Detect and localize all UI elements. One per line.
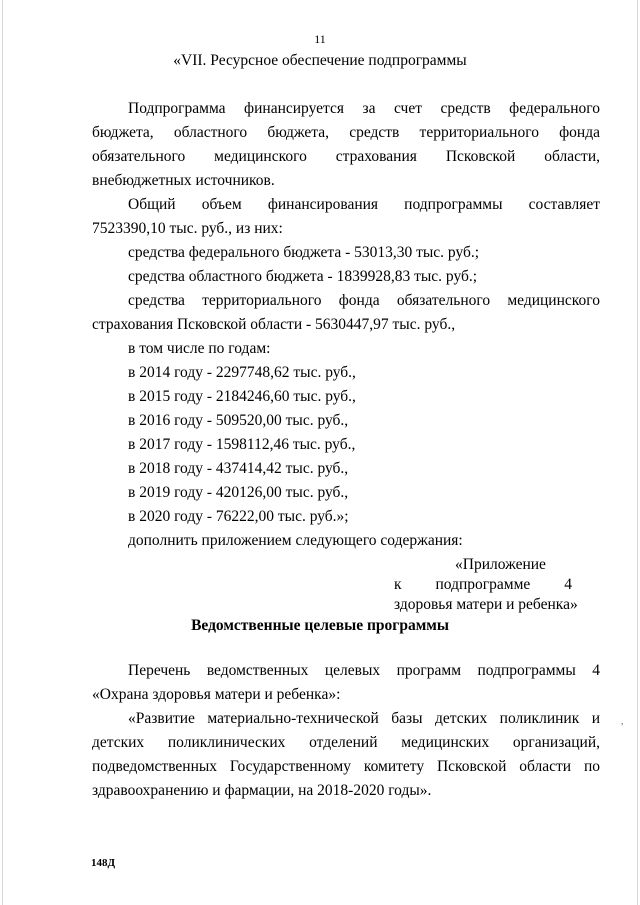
section-title: «VII. Ресурсное обеспечение подпрограммы xyxy=(173,52,467,69)
appendix-line: здоровья матери и ребенка» xyxy=(394,596,578,613)
source-fund-cont: страхования Псковской области - 5630447,97 тыс. руб., xyxy=(92,316,456,333)
source-fund: средства территориального фонда обязательного медицинского xyxy=(128,292,600,309)
page-number: 11 xyxy=(314,32,326,46)
footer-code: 148Д xyxy=(91,857,116,869)
program-line: «Развитие материально-технической базы детских поликлиник и xyxy=(128,710,600,727)
scan-edge-left xyxy=(2,0,3,905)
year-line: в 2016 году - 509520,00 тыс. руб., xyxy=(128,412,349,429)
scan-mark: , xyxy=(621,716,624,726)
supplement-line: дополнить приложением следующего содержания: xyxy=(128,532,463,549)
year-line: в 2015 году - 2184246,60 тыс. руб., xyxy=(128,388,356,405)
program-line: здравоохранению и фармации, на 2018-2020 годы». xyxy=(92,782,432,799)
paragraph-line: бюджета, областного бюджета, средств территориального фонда xyxy=(92,124,600,141)
year-line: в 2018 году - 437414,42 тыс. руб., xyxy=(128,460,349,477)
year-line: в 2014 году - 2297748,62 тыс. руб., xyxy=(128,364,356,381)
by-years-label: в том числе по годам: xyxy=(128,340,271,357)
scan-edge-right xyxy=(637,0,638,905)
paragraph-line: «Охрана здоровья матери и ребенка»: xyxy=(92,686,341,703)
year-line: в 2020 году - 76222,00 тыс. руб.»; xyxy=(128,508,349,525)
source-regional: средства областного бюджета - 1839928,83 тыс. руб.; xyxy=(128,268,478,285)
appendix-title: «Приложение xyxy=(455,556,546,573)
programs-heading: Ведомственные целевые программы xyxy=(191,617,449,634)
year-line: в 2017 году - 1598112,46 тыс. руб., xyxy=(128,436,356,453)
paragraph-line: внебюджетных источников. xyxy=(92,172,275,189)
paragraph-line: Общий объем финансирования подпрограммы составляет xyxy=(128,196,600,213)
year-line: в 2019 году - 420126,00 тыс. руб., xyxy=(128,484,349,501)
paragraph-line: Подпрограмма финансируется за счет средств федерального xyxy=(128,100,600,117)
paragraph-line: Перечень ведомственных целевых программ подпрограммы 4 xyxy=(128,662,600,679)
paragraph-line: обязательного медицинского страхования Псковской области, xyxy=(92,148,600,165)
source-federal: средства федерального бюджета - 53013,30 тыс. руб.; xyxy=(128,244,480,261)
paragraph-line: 7523390,10 тыс. руб., из них: xyxy=(92,220,283,237)
program-line: подведомственных Государственному комитету Псковской области по xyxy=(92,758,600,775)
program-line: детских поликлинических отделений медицинских организаций, xyxy=(92,734,600,751)
appendix-line: к подпрограмме 4 xyxy=(394,576,572,593)
